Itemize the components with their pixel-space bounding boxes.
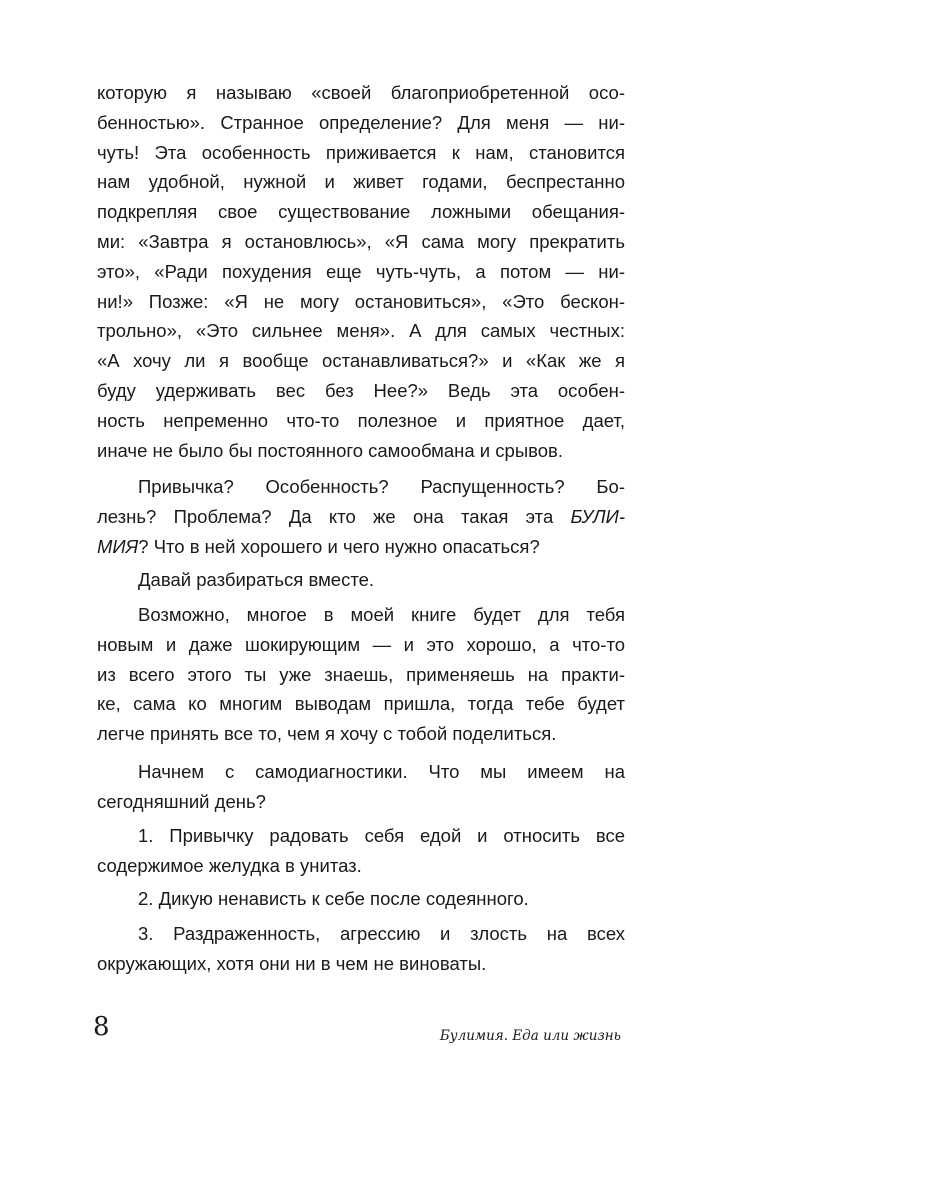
text-line: трольно», «Это сильнее меня». А для самых честных: [97, 320, 625, 342]
text-line: из всего этого ты уже знаешь, применяешь на практи- [97, 663, 625, 685]
paragraph [97, 78, 625, 465]
text-line: это», «Ради похудения еще чуть-чуть, а потом — ни- [97, 260, 625, 282]
text-line: сегодняшний день? [97, 790, 266, 812]
text-line: 3. Раздраженность, агрессию и злость на всех [138, 923, 625, 944]
text-line: ни!» Позже: «Я не могу остановиться», «Это бескон- [97, 290, 625, 312]
text-line: иначе не было бы постоянного самообмана и срывов. [97, 439, 563, 461]
paragraph [97, 600, 625, 749]
text-line: подкрепляя свое существование ложными обещания- [97, 201, 625, 223]
text-line: ке, сама ко многим выводам пришла, тогда тебе будет [97, 693, 625, 715]
text-line: 1. Привычку радовать себя едой и относить все [138, 825, 625, 846]
paragraph [97, 884, 625, 914]
text-line: «А хочу ли я вообще останавливаться?» и «Как же я [97, 350, 625, 372]
running-head: Булимия. Еда или жизнь [439, 1028, 621, 1044]
text-line: Давай разбираться вместе. [138, 569, 375, 590]
text-line [97, 502, 625, 532]
text-line: чуть! Эта особенность приживается к нам, становится [97, 141, 625, 163]
text-line: ми: «Завтра я остановлюсь», «Я сама могу прекратить [97, 230, 625, 252]
italic-term: МИЯ [97, 535, 139, 557]
italic-term: БУЛИ- [570, 505, 625, 527]
paragraph [97, 821, 625, 881]
text-line: Возможно, многое в моей книге будет для тебя [138, 604, 625, 625]
text-line: 2. Дикую ненависть к себе после содеянного. [138, 888, 529, 909]
text-line: новым и даже шокирующим — и это хорошо, а что-то [97, 633, 625, 655]
text-line: окружающих, хотя они ни в чем не виноваты. [97, 952, 487, 974]
paragraph [97, 565, 625, 595]
text-line: бенностью». Странное определение? Для меня — ни- [97, 111, 625, 133]
text-segment: лезнь? Проблема? Да кто же она такая эта [97, 505, 571, 527]
page-number: 8 [93, 1012, 110, 1042]
text-line: Начнем с самодиагностики. Что мы имеем на [138, 761, 625, 782]
text-line: легче принять все то, чем я хочу с тобой поделиться. [97, 723, 557, 745]
text-line: содержимое желудка в унитаз. [97, 854, 362, 876]
paragraph [97, 919, 625, 979]
text-line [97, 532, 625, 562]
text-line: буду удерживать вес без Нее?» Ведь эта особен- [97, 379, 625, 401]
text-segment: Привычка? Особенность? Распущенность? Бо- [138, 476, 625, 497]
text-line: которую я называю «своей благоприобретенной осо- [97, 82, 625, 103]
paragraph [97, 757, 625, 817]
text-line: нам удобной, нужной и живет годами, беспрестанно [97, 171, 625, 193]
text-line: ность непременно что-то полезное и приятное дает, [97, 409, 625, 431]
paragraph [97, 472, 625, 561]
text-segment: ? Что в ней хорошего и чего нужно опасаться? [138, 535, 540, 557]
text-line [97, 472, 625, 502]
